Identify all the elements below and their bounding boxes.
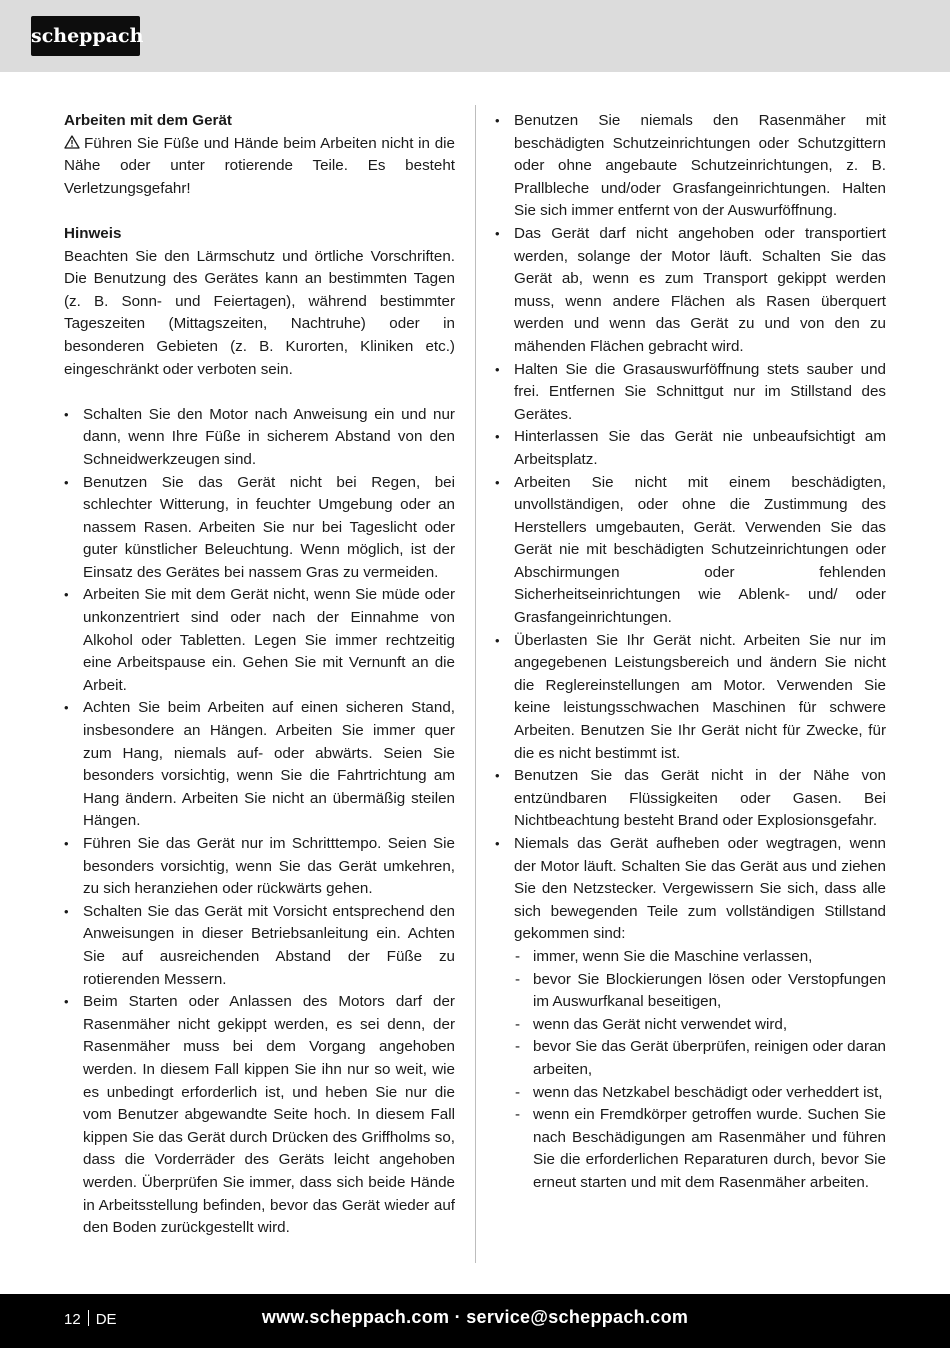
list-item: • Halten Sie die Grasauswurföffnung stets sauber und frei. Entfernen Sie Schnittgut nur im Stillstand des Gerätes. [495, 359, 886, 427]
column-divider [475, 105, 476, 1263]
language-code: DE [95, 1311, 117, 1328]
brand-logo: scheppach [31, 16, 140, 56]
footer-links: www.scheppach.com · service@scheppach.com [261, 1307, 689, 1327]
dash-item: - wenn das Gerät nicht verwendet wird, [514, 1014, 886, 1037]
list-item: • Achten Sie beim Arbeiten auf einen sicheren Stand, insbesondere an Hängen. Arbeiten Sie immer quer zum Hang, niemals auf- oder abwärts. Seien Sie besonders vorsichtig, wenn Sie die Fahrtrichtung am Hang ändern. Arbeiten Sie nicht an übermäßig steilen Hängen. [64, 697, 455, 833]
page-header [0, 0, 950, 72]
list-item: • Arbeiten Sie nicht mit einem beschädigten, unvollständigen, oder ohne die Zustimmung des Herstellers umgebauten, Gerät. Verwenden Sie das Gerät nie mit beschädigten Schutzeinrichtungen oder Abschirmungen oder fehlenden Sicherheitseinrichtungen wie Ablenk- und/ oder Grasfangeinrichtungen. [495, 472, 886, 630]
list-item: • Schalten Sie das Gerät mit Vorsicht entsprechend den Anweisungen in dieser Betriebsanleitung ein. Achten Sie auf ausreichenden Abstand der Füße zu rotierenden Messern. [64, 901, 455, 991]
dash-list [514, 946, 886, 1195]
page-number-value: 12 [64, 1311, 81, 1328]
list-item: • Benutzen Sie niemals den Rasenmäher mit beschädigten Schutzeinrichtungen oder Schutzgittern oder ohne angebaute Schutzeinrichtungen, z. B. Prallbleche und/oder Grasfangeinrichtungen. Halten Sie sich immer entfernt von der Auswurföffnung. [495, 110, 886, 223]
list-item: • Benutzen Sie das Gerät nicht in der Nähe von entzündbaren Flüssigkeiten oder Gasen. Bei Nichtbeachtung besteht Brand oder Explosionsgefahr. [495, 765, 886, 833]
list-item-text: Niemals das Gerät aufheben oder wegtragen, wenn der Motor läuft. Schalten Sie das Gerät aus und ziehen Sie den Netzstecker. Vergewissern Sie sich, dass alle sich bewegenden Teile zum vollständigen Stillstand gekommen sind: [514, 835, 886, 943]
list-item: • Arbeiten Sie mit dem Gerät nicht, wenn Sie müde oder unkonzentriert sind oder nach der Einnahme von Alkohol oder Tabletten. Legen Sie immer rechtzeitig eine Arbeitspause ein. Gehen Sie mit Vernunft an die Arbeit. [64, 584, 455, 697]
left-column [64, 110, 455, 1240]
list-item: • Beim Starten oder Anlassen des Motors darf der Rasenmäher nicht gekippt werden, es sei denn, der Rasenmäher muss bei dem Vorgang angehoben werden. In diesem Fall kippen Sie ihn nur so weit, wie es unbedingt erforderlich ist, und heben Sie nur die vom Benutzer abgewandte Seite hoch. In diesem Fall kippen Sie das Gerät durch Drücken des Griffholms so, dass die Vorderräder des Geräts leicht angehoben werden. Überprüfen Sie immer, dass sich beide Hände in Arbeitsstellung befinden, bevor das Gerät wieder auf den Boden zurückgestellt wird. [64, 991, 455, 1240]
list-item: • Das Gerät darf nicht angehoben oder transportiert werden, solange der Motor läuft. Schalten Sie das Gerät ab, wenn es zum Transport gekippt werden muss, wenn andere Flächen als Rasen überquert werden und wenn das Gerät zu und von den zu mähenden Flächen gebracht wird. [495, 223, 886, 359]
page-footer [0, 1294, 950, 1348]
list-item: • Überlasten Sie Ihr Gerät nicht. Arbeiten Sie nur im angegebenen Leistungsbereich und ändern Sie nicht die Reglereinstellungen am Motor. Verwenden Sie keine leistungsschwachen Maschinen für schwere Arbeiten. Benutzen Sie Ihr Gerät nicht für Zwecke, für die es nicht bestimmt ist. [495, 630, 886, 766]
dash-item: - wenn das Netzkabel beschädigt oder verheddert ist, [514, 1082, 886, 1105]
list-item: • Schalten Sie den Motor nach Anweisung ein und nur dann, wenn Ihre Füße in sicherem Abstand von den Schneidwerkzeugen sind. [64, 404, 455, 472]
dash-item: - bevor Sie das Gerät überprüfen, reinigen oder daran arbeiten, [514, 1036, 886, 1081]
note-heading: Hinweis [64, 224, 122, 242]
warning-paragraph [64, 133, 455, 201]
dash-item: - wenn ein Fremdkörper getroffen wurde. Suchen Sie nach Beschädigungen am Rasenmäher und führen Sie die erforderlichen Reparaturen durch, bevor Sie erneut starten und mit dem Rasenmäher arbeiten. [514, 1104, 886, 1194]
safety-list-right [495, 110, 886, 1195]
warning-text: Führen Sie Füße und Hände beim Arbeiten nicht in die Nähe oder unter rotierende Teile. Es besteht Verletzungsgefahr! [64, 134, 455, 197]
dash-item: - immer, wenn Sie die Maschine verlassen, [514, 946, 886, 969]
list-item: • Benutzen Sie das Gerät nicht bei Regen, bei schlechter Witterung, in feuchter Umgebung oder an nassem Rasen. Arbeiten Sie nur bei Tageslicht oder guter künstlicher Beleuchtung. Wenn möglich, ist der Einsatz des Gerätes bei nassem Gras zu vermeiden. [64, 472, 455, 585]
list-item: • Hinterlassen Sie das Gerät nie unbeaufsichtigt am Arbeitsplatz. [495, 426, 886, 471]
note-paragraph: Beachten Sie den Lärmschutz und örtliche Vorschriften. Die Benutzung des Gerätes kann an bestimmten Tagen (z. B. Sonn- und Feiertagen), während bestimmter Tageszeiten (Mittagszeiten, Nachtruhe) oder in besonderen Gebieten (z. B. Kurorten, Kliniken etc.) eingeschränkt oder verboten sein. [64, 247, 455, 378]
warning-icon [64, 135, 80, 149]
dash-item: - bevor Sie Blockierungen lösen oder Verstopfungen im Auswurfkanal beseitigen, [514, 969, 886, 1014]
section-heading: Arbeiten mit dem Gerät [64, 112, 232, 129]
list-item [495, 833, 886, 1195]
safety-list-left [64, 404, 455, 1240]
right-column [495, 110, 886, 1195]
list-item: • Führen Sie das Gerät nur im Schritttempo. Seien Sie besonders vorsichtig, wenn Sie das Gerät umkehren, zu sich heranziehen oder rückwärts gehen. [64, 833, 455, 901]
